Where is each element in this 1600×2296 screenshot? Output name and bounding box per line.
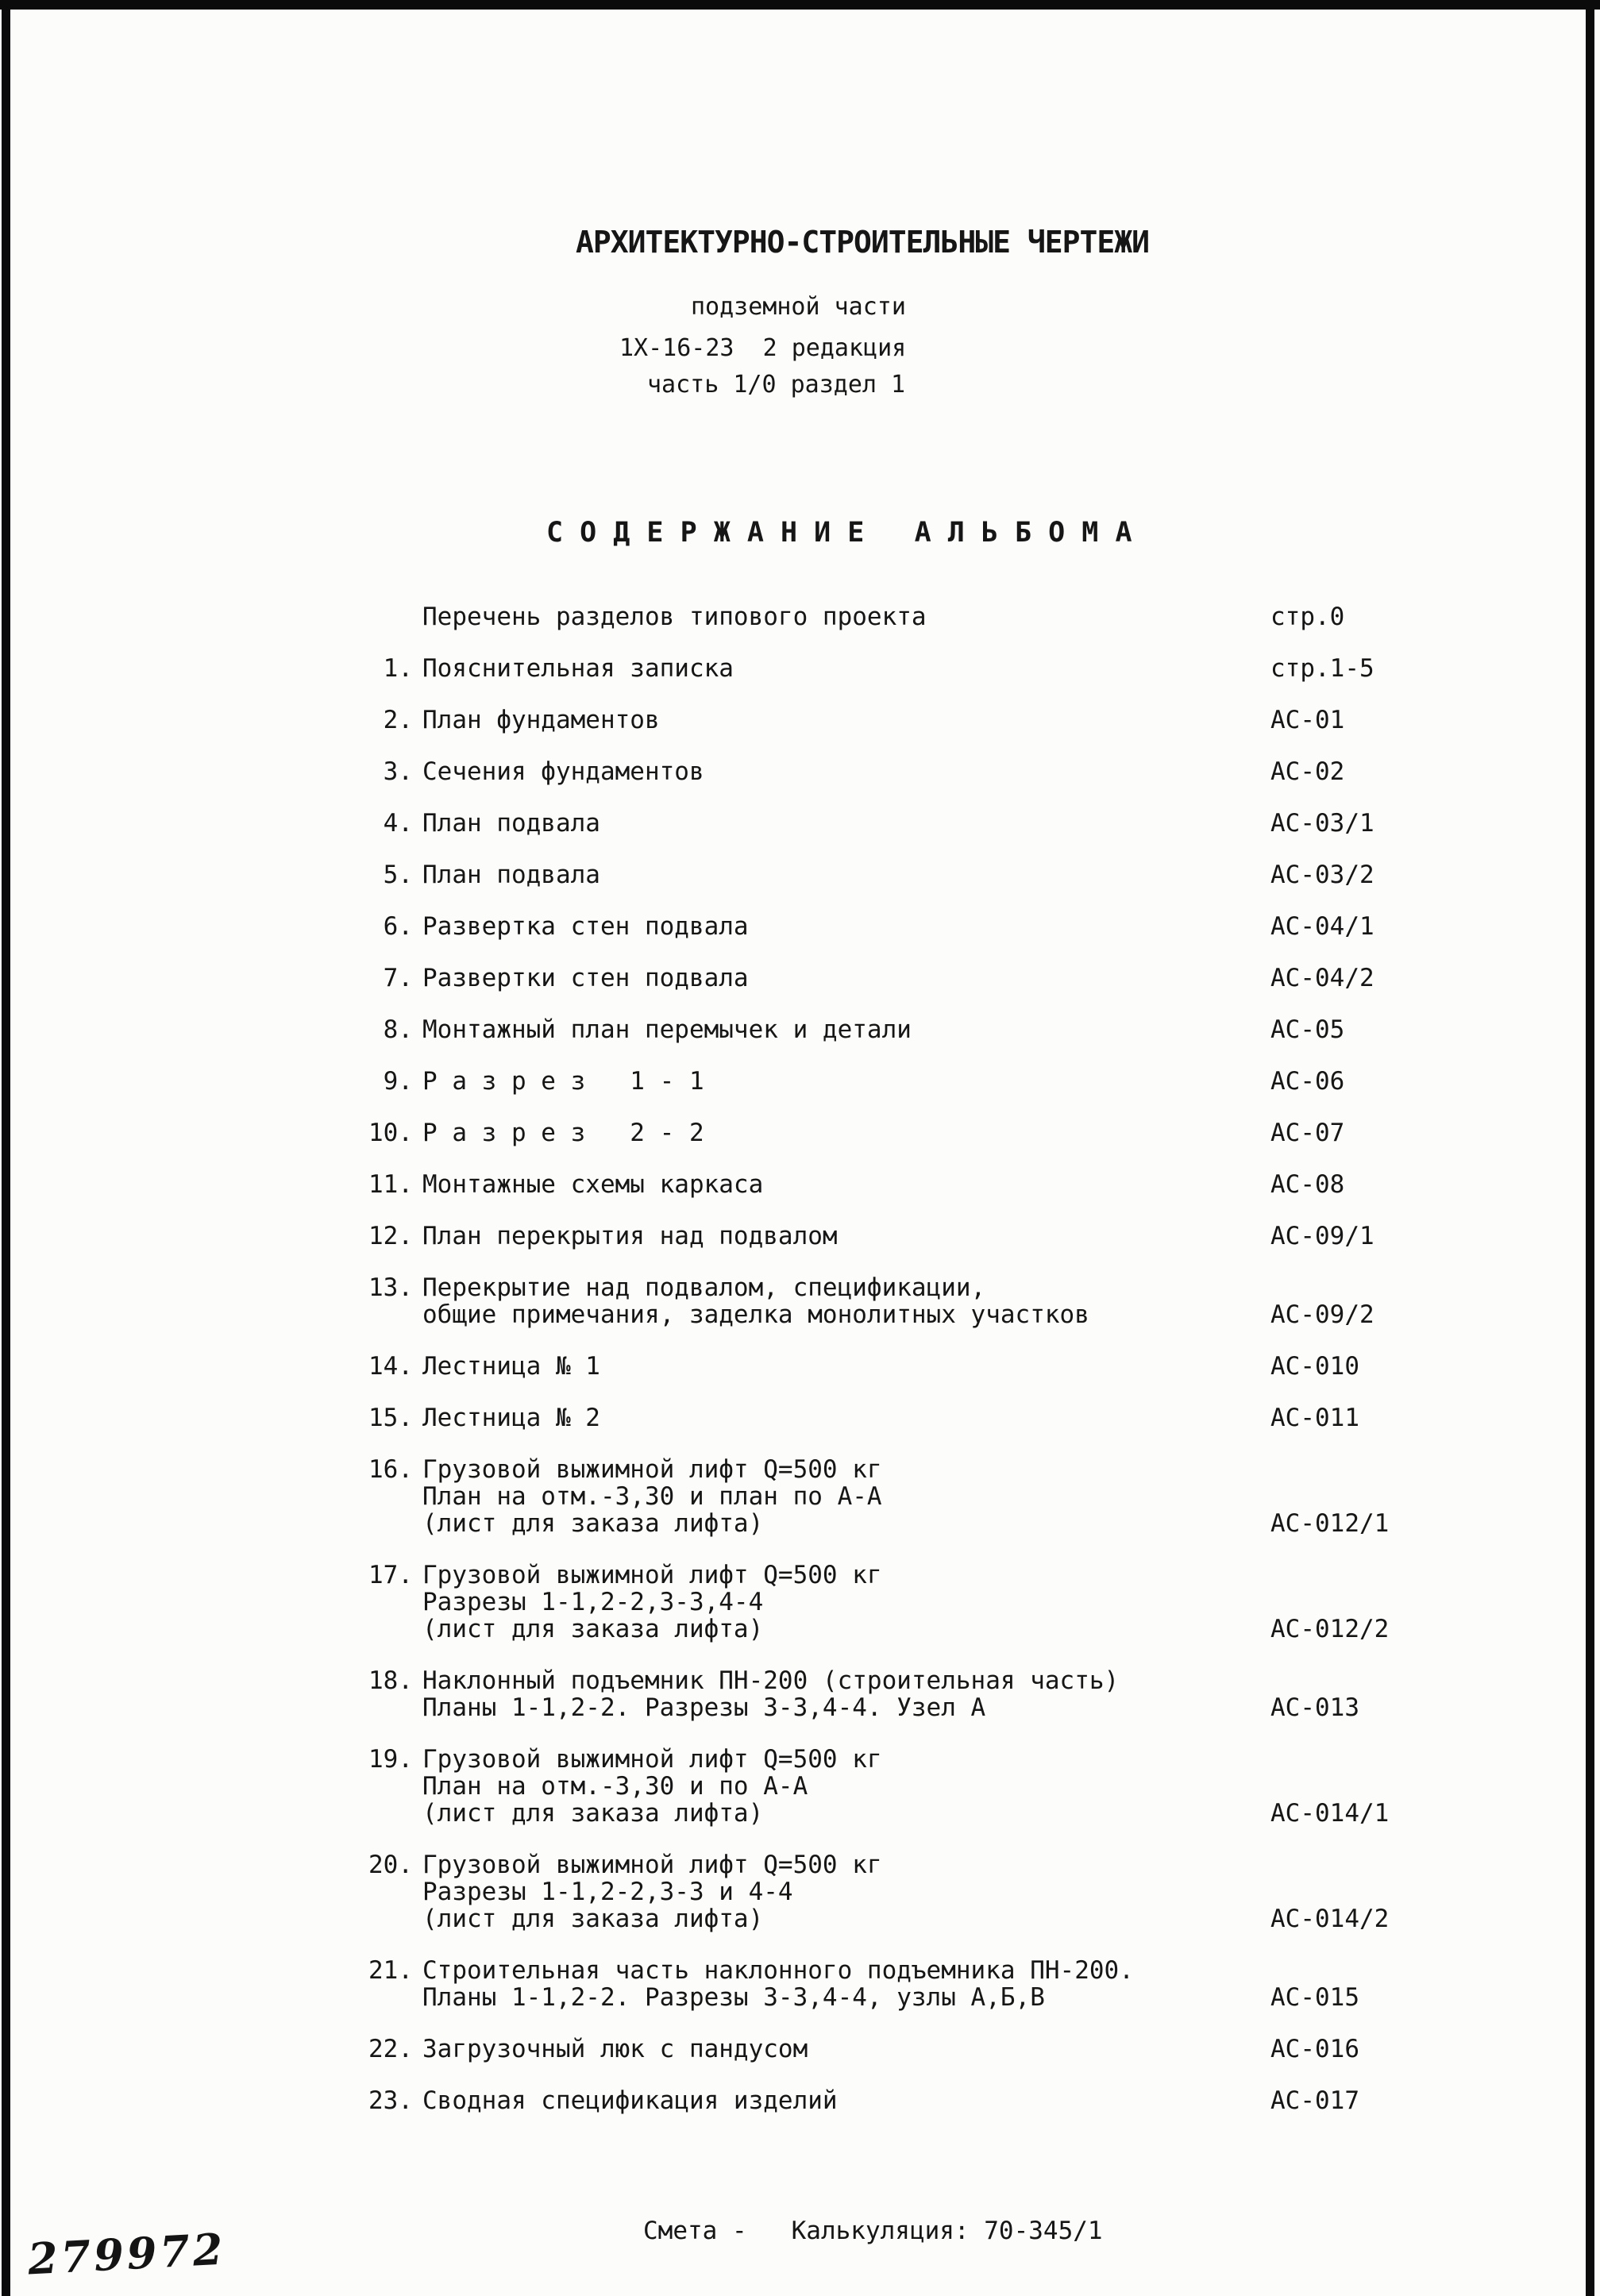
toc-item-number: 12. (368, 1222, 413, 1250)
toc-item-page-ref: АС-02 (1270, 757, 1345, 786)
toc-item-line: Монтажный план перемычек и детали (422, 1015, 912, 1044)
toc-item-text (422, 1223, 1600, 1250)
toc-row (0, 1562, 1600, 1643)
toc-row (0, 1851, 1600, 1932)
toc-item-number: 13. (368, 1273, 413, 1302)
toc-item-page-ref: АС-016 (1270, 2035, 1359, 2063)
toc-item-page-ref: АС-017 (1270, 2086, 1359, 2115)
toc-item-line: Развертка стен подвала (422, 912, 749, 941)
toc-item-line: Лестница № 1 (422, 1352, 600, 1381)
toc-item-number: 17. (368, 1561, 413, 1589)
toc-row (0, 1068, 1600, 1095)
footer-estimate-line: Смета - Калькуляция: 70-345/1 (643, 2217, 1103, 2245)
toc-item-number: 3. (383, 757, 413, 786)
toc-item-number: 19. (368, 1745, 413, 1774)
toc-row (0, 707, 1600, 734)
toc-row (0, 1353, 1600, 1380)
toc-item-text (422, 1562, 1600, 1643)
toc-item-number: 21. (368, 1956, 413, 1985)
toc-item-text (422, 1274, 1600, 1328)
toc-item-text (422, 861, 1600, 888)
toc-item-line: Перечень разделов типового проекта (422, 603, 927, 631)
toc-item-number: 8. (383, 1015, 413, 1044)
toc-item-line: План подвала (422, 809, 600, 838)
toc-item-number: 22. (368, 2035, 413, 2063)
toc-item-text (422, 603, 1600, 630)
toc-row (0, 603, 1600, 630)
toc-item-page-ref: АС-09/2 (1270, 1300, 1374, 1329)
toc-row (0, 861, 1600, 888)
toc-item-page-ref: стр.0 (1270, 603, 1345, 631)
toc-item-line: План перекрытия над подвалом (422, 1222, 838, 1250)
toc-item-page-ref: АС-015 (1270, 1983, 1359, 2012)
toc-item-page-ref: АС-014/1 (1270, 1799, 1390, 1828)
toc-row (0, 913, 1600, 940)
toc-list (0, 603, 1600, 2139)
toc-item-page-ref: АС-011 (1270, 1404, 1359, 1432)
toc-item-line: Р а з р е з 1 - 1 (422, 1067, 704, 1096)
toc-item-text (422, 1404, 1600, 1431)
toc-item-page-ref: АС-06 (1270, 1067, 1345, 1096)
toc-item-text (422, 810, 1600, 837)
toc-item-number: 1. (383, 654, 413, 683)
toc-item-line: Монтажные схемы каркаса (422, 1170, 764, 1199)
toc-item-line: Развертки стен подвала (422, 964, 749, 992)
toc-item-page-ref: АС-012/1 (1270, 1509, 1390, 1538)
toc-item-number: 11. (368, 1170, 413, 1199)
toc-item-number: 10. (368, 1119, 413, 1147)
toc-row (0, 1957, 1600, 2011)
toc-item-line: (лист для заказа лифта) (422, 1509, 764, 1538)
toc-item-line: Лестница № 2 (422, 1404, 600, 1432)
toc-item-text (422, 1016, 1600, 1043)
toc-row (0, 655, 1600, 682)
toc-item-text (422, 758, 1600, 785)
toc-item-number: 9. (383, 1067, 413, 1096)
toc-item-number: 2. (383, 706, 413, 734)
toc-item-page-ref: стр.1-5 (1270, 654, 1374, 683)
toc-item-text (422, 1456, 1600, 1537)
toc-item-line: Строительная часть наклонного подъемника ПН-200. (422, 1956, 1134, 1985)
toc-item-line: (лист для заказа лифта) (422, 1799, 764, 1828)
toc-item-page-ref: АС-04/2 (1270, 964, 1374, 992)
toc-row (0, 1171, 1600, 1198)
toc-item-page-ref: АС-012/2 (1270, 1615, 1390, 1643)
toc-item-text (422, 1353, 1600, 1380)
toc-row (0, 2036, 1600, 2063)
toc-item-number: 6. (383, 912, 413, 941)
toc-item-number: 5. (383, 861, 413, 889)
document-title: АРХИТЕКТУРНО-СТРОИТЕЛЬНЫЕ ЧЕРТЕЖИ (576, 225, 1149, 260)
toc-row (0, 1119, 1600, 1146)
toc-row (0, 2087, 1600, 2114)
toc-item-line: План фундаментов (422, 706, 660, 734)
toc-item-line: План на отм.-3,30 и по А-А (422, 1772, 808, 1801)
toc-item-line: Разрезы 1-1,2-2,3-3,4-4 (422, 1588, 764, 1616)
toc-item-page-ref: АС-010 (1270, 1352, 1359, 1381)
toc-row (0, 1274, 1600, 1328)
toc-item-line: Планы 1-1,2-2. Разрезы 3-3,4-4. Узел А (422, 1693, 986, 1722)
toc-item-line: План подвала (422, 861, 600, 889)
document-subtitle-series: 1Х-16-23 2 редакция (619, 334, 907, 362)
document-subtitle-section: часть 1/0 раздел 1 (647, 371, 906, 399)
toc-item-text (422, 1667, 1600, 1721)
toc-item-text (422, 2087, 1600, 2114)
toc-row (0, 1404, 1600, 1431)
toc-item-line: Грузовой выжимной лифт Q=500 кг (422, 1745, 882, 1774)
toc-heading: С О Д Е Р Ж А Н И Е А Л Ь Б О М А (546, 517, 1132, 549)
toc-item-text (422, 1171, 1600, 1198)
toc-item-page-ref: АС-013 (1270, 1693, 1359, 1722)
toc-item-page-ref: АС-01 (1270, 706, 1345, 734)
toc-item-page-ref: АС-03/1 (1270, 809, 1374, 838)
toc-item-number: 16. (368, 1455, 413, 1484)
toc-item-page-ref: АС-07 (1270, 1119, 1345, 1147)
toc-row (0, 1746, 1600, 1827)
toc-item-line: Планы 1-1,2-2. Разрезы 3-3,4-4, узлы А,Б,В (422, 1983, 1045, 2012)
toc-row (0, 810, 1600, 837)
toc-item-page-ref: АС-03/2 (1270, 861, 1374, 889)
toc-item-page-ref: АС-014/2 (1270, 1905, 1390, 1933)
toc-item-line: Р а з р е з 2 - 2 (422, 1119, 704, 1147)
toc-item-line: Грузовой выжимной лифт Q=500 кг (422, 1561, 882, 1589)
toc-row (0, 965, 1600, 992)
toc-item-text (422, 1851, 1600, 1932)
toc-item-text (422, 1957, 1600, 2011)
toc-item-line: общие примечания, заделка монолитных участков (422, 1300, 1089, 1329)
toc-item-page-ref: АС-08 (1270, 1170, 1345, 1199)
handwritten-inventory-number: 279972 (26, 2223, 227, 2285)
document-subtitle-part: подземной части (691, 293, 906, 321)
toc-item-page-ref: АС-05 (1270, 1015, 1345, 1044)
toc-row (0, 1456, 1600, 1537)
toc-item-text (422, 1068, 1600, 1095)
toc-item-line: Пояснительная записка (422, 654, 734, 683)
scan-border-top (0, 0, 1600, 10)
toc-item-text (422, 707, 1600, 734)
toc-row (0, 1667, 1600, 1721)
toc-item-line: Грузовой выжимной лифт Q=500 кг (422, 1455, 882, 1484)
toc-row (0, 1223, 1600, 1250)
toc-item-number: 14. (368, 1352, 413, 1381)
toc-item-line: Разрезы 1-1,2-2,3-3 и 4-4 (422, 1878, 793, 1906)
toc-item-text (422, 913, 1600, 940)
toc-item-number: 7. (383, 964, 413, 992)
toc-item-number: 15. (368, 1404, 413, 1432)
toc-row (0, 758, 1600, 785)
toc-item-line: План на отм.-3,30 и план по А-А (422, 1482, 882, 1511)
toc-row (0, 1016, 1600, 1043)
toc-item-page-ref: АС-04/1 (1270, 912, 1374, 941)
toc-item-line: Сечения фундаментов (422, 757, 704, 786)
toc-item-text (422, 1119, 1600, 1146)
toc-item-line: Загрузочный люк с пандусом (422, 2035, 808, 2063)
toc-item-line: (лист для заказа лифта) (422, 1905, 764, 1933)
toc-item-line: Наклонный подъемник ПН-200 (строительная часть) (422, 1666, 1120, 1695)
toc-item-number: 20. (368, 1851, 413, 1879)
toc-item-line: (лист для заказа лифта) (422, 1615, 764, 1643)
toc-item-text (422, 2036, 1600, 2063)
toc-item-number: 23. (368, 2086, 413, 2115)
toc-item-text (422, 1746, 1600, 1827)
toc-item-text (422, 655, 1600, 682)
toc-item-number: 4. (383, 809, 413, 838)
toc-item-page-ref: АС-09/1 (1270, 1222, 1374, 1250)
toc-item-line: Сводная спецификация изделий (422, 2086, 838, 2115)
toc-item-line: Грузовой выжимной лифт Q=500 кг (422, 1851, 882, 1879)
toc-item-line: Перекрытие над подвалом, спецификации, (422, 1273, 986, 1302)
toc-item-text (422, 965, 1600, 992)
toc-item-number: 18. (368, 1666, 413, 1695)
